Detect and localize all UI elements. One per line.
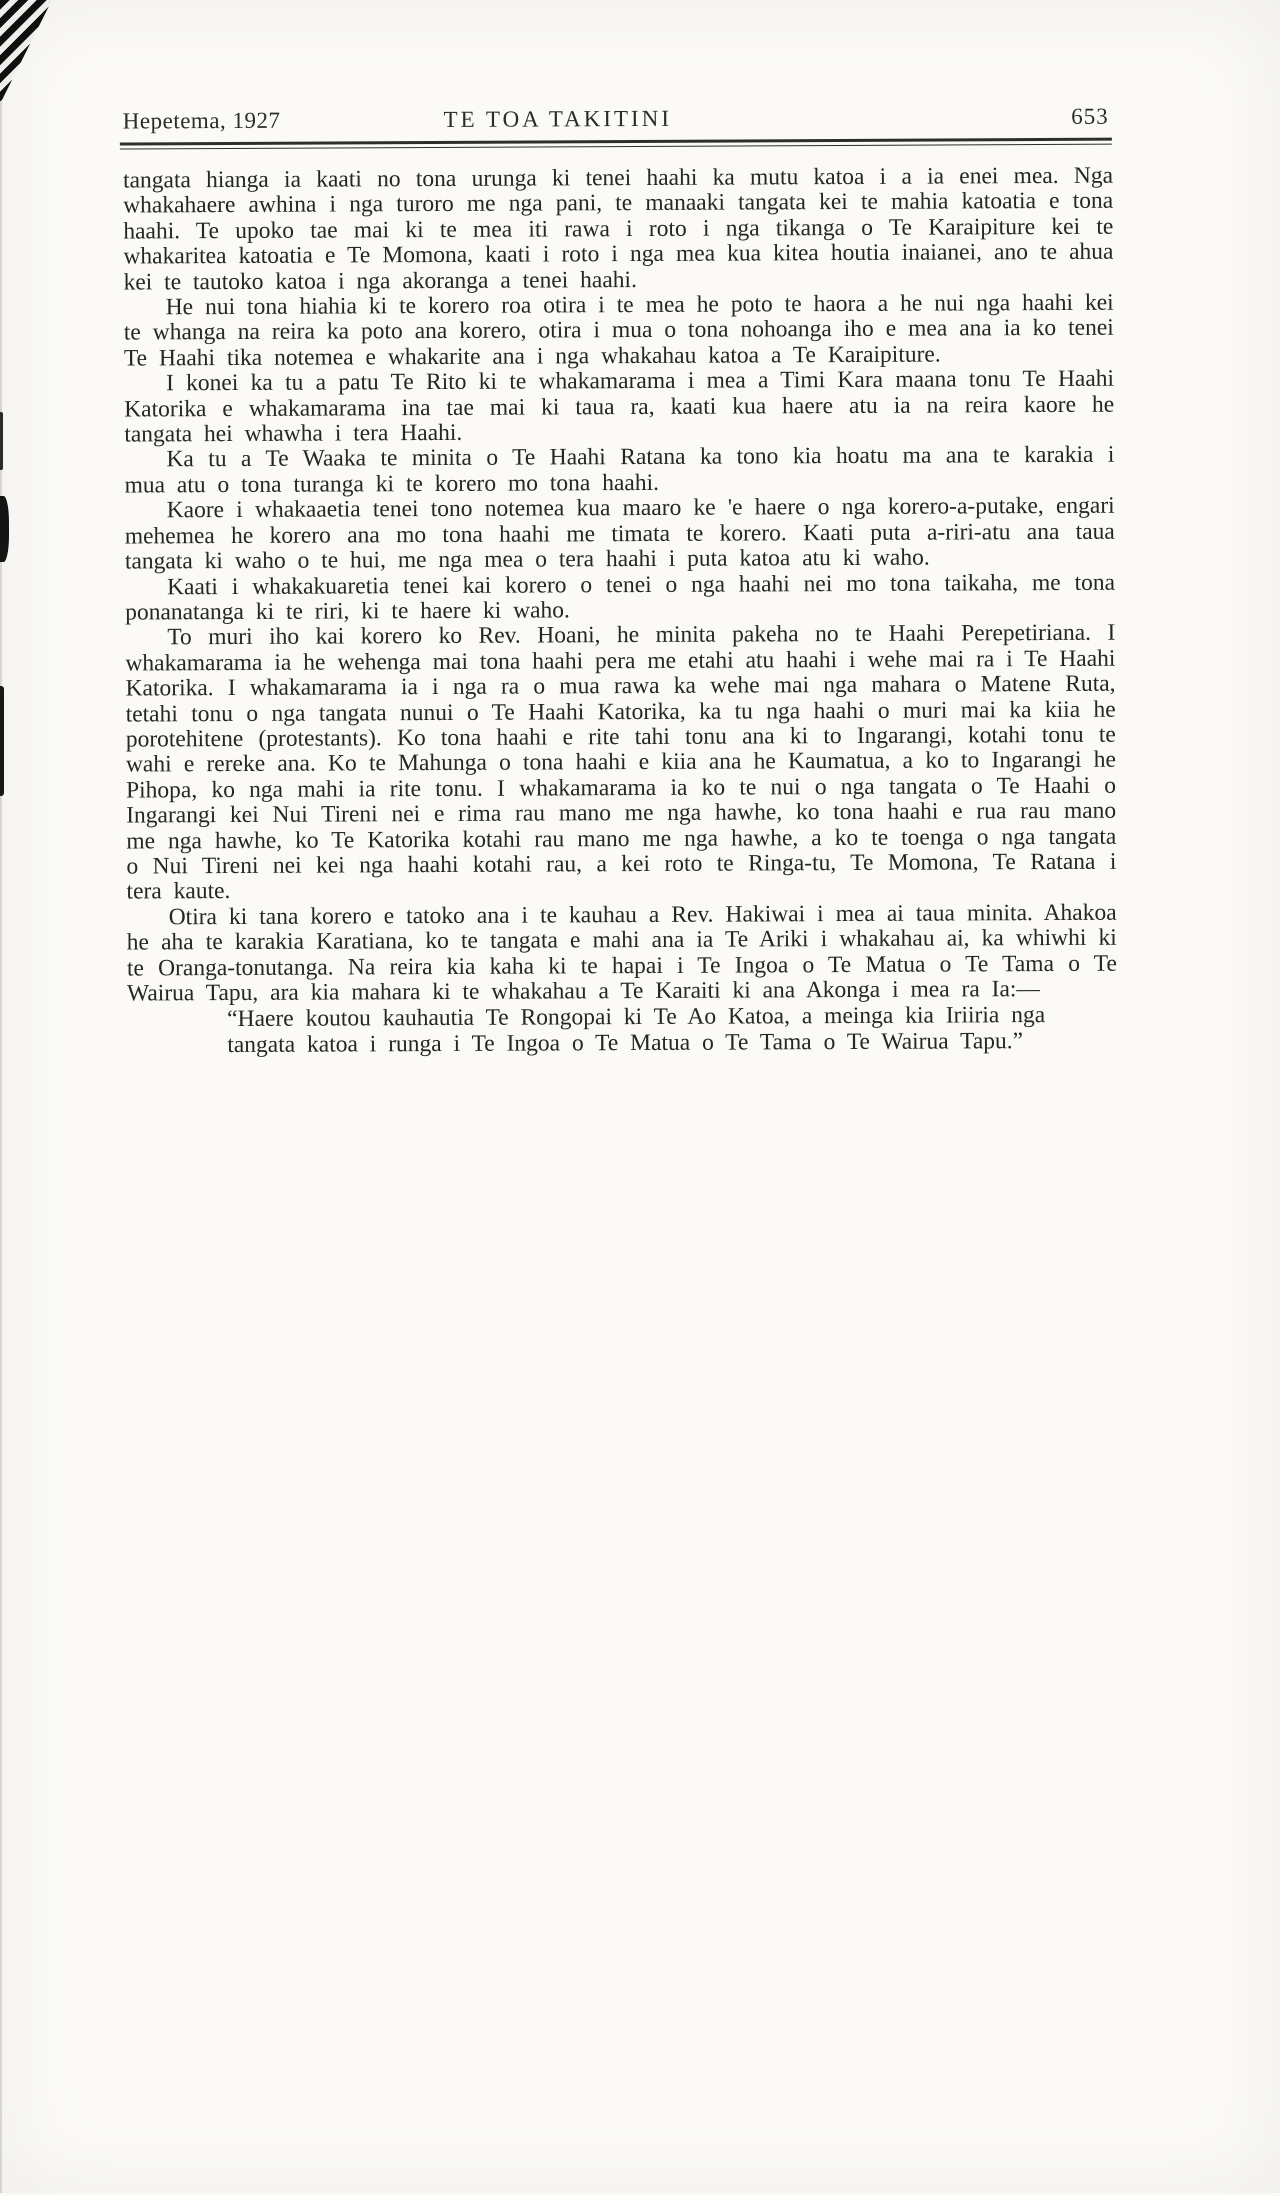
paragraph: He nui tona hiahia ki te korero roa otira i te mea he poto te haora a he nui nga haahi kei te whanga na reira ka poto ana korero, otira i mua o tona nohoanga iho e mea ana ia ko tenei Te Haahi tika notemea e whakarite ana i nga whakahau katoa a Te Karaipiture. xyxy=(123,289,1114,372)
scripture-quote: “Haere koutou kauhautia Te Rongopai ki Te Ao Katoa, a meinga kia Iriiria nga tangata katoa i runga i Te Ingoa o Te Matua o Te Tama o Te Wairua Tapu.” xyxy=(227,1002,1046,1058)
masthead xyxy=(123,104,1113,141)
paragraph: tangata hianga ia kaati no tona urunga ki tenei haahi ka mutu katoa i a ia enei mea. Nga whakahaere awhina i nga turoro me nga pani, te manaaki tangata kei te mahia katoatia e tona haahi. Te upoko tae mai ki te mea iti rawa i roto i nga tikanga o Te Karaipiture kei te whakaritea katoatia e Te Momona, kaati i roto i nga mea kua kitea houtia inaianei, ano te ahua kei te tautoko katoa i nga akoranga a tenei haahi. xyxy=(122,162,1114,296)
paragraph: To muri iho kai korero ko Rev. Hoani, he minita pakeha no te Haahi Perepetiriana. I whakamarama ia he wehenga mai tona haahi pera me etahi atu haahi i wehe mai ra i Te Haahi Katorika. I whakamarama ia i nga ra o mua rawa ka wehe mai nga mahara o Matene Ruta, tetahi tonu o nga tangata nunui o Te Haahi Katorika, ka tu nga haahi o muri mai ka kiia he porotehitene (protestants). Ko tona haahi e rite tahi tonu ana ki to Ingarangi, kotahi tonu te wahi e rereke ana. Ko te Mahunga o tona haahi e kiia ana he Kaumatua, a ko to Ingarangi he Pihopa, ko nga mahi ia rite tonu. I whakamarama ia ko te nui o nga tangata o Te Haahi o Ingarangi kei Nui Tireni nei e rima rau mano me nga hawhe, ko tona haahi e rua rau mano me nga hawhe, ko Te Katorika kotahi rau mano me nga hawhe, a ko te toenga o nga tangata o Nui Tireni nei kei nga haahi kotahi rau, a kei roto te Ringa-tu, Te Momona, Te Ratana i tera kaute. xyxy=(125,619,1117,905)
paragraph: Otira ki tana korero e tatoko ana i te kauhau a Rev. Hakiwai i mea ai taua minita. Ahakoa he aha te karakia Karatiana, ko te tangata e mahi ana ia Te Ariki i whakahau ai, ka whiwhi ki te Oranga-tonutanga. Na reira kia kaha ki te hapai i Te Ingoa o Te Matua o Te Tama o Te Wairua Tapu, ara kia mahara ki te whakahau a Te Karaiti ki ana Akonga i mea ra Ia:— xyxy=(126,899,1117,1007)
paragraph: Ka tu a Te Waaka te minita o Te Haahi Ratana ka tono kia hoatu ma ana te karakia i mua atu o tona turanga ki te korero mo tona haahi. xyxy=(124,442,1115,499)
paragraph: I konei ka tu a patu Te Rito ki te whakamarama i mea a Timi Kara maana tonu Te Haahi Katorika e whakamarama ina tae mai ki taua ra, kaati kua haere atu ia na reira kaore he tangata hei whawha i tera Haahi. xyxy=(124,365,1115,448)
issue-date: Hepetema, 1927 xyxy=(122,107,281,134)
article-body xyxy=(123,164,1117,1059)
page-number: 653 xyxy=(1071,103,1109,129)
paragraph: Kaati i whakakuaretia tenei kai korero o tenei o nga haahi nei mo tona taikaha, me tona ponanatanga ki te riri, ki te haere ki waho. xyxy=(125,569,1116,626)
publication-title: TE TOA TAKITINI xyxy=(443,105,673,132)
paragraph: Kaore i whakaaetia tenei tono notemea kua maaro ke 'e haere o nga korero-a-putake, engari mehemea he korero ana mo tona haahi me timata te korero. Kaati puta a-riri-atu ana taua tangata ki waho o te hui, me nga mea o tera haahi i puta katoa atu ki waho. xyxy=(124,492,1115,575)
